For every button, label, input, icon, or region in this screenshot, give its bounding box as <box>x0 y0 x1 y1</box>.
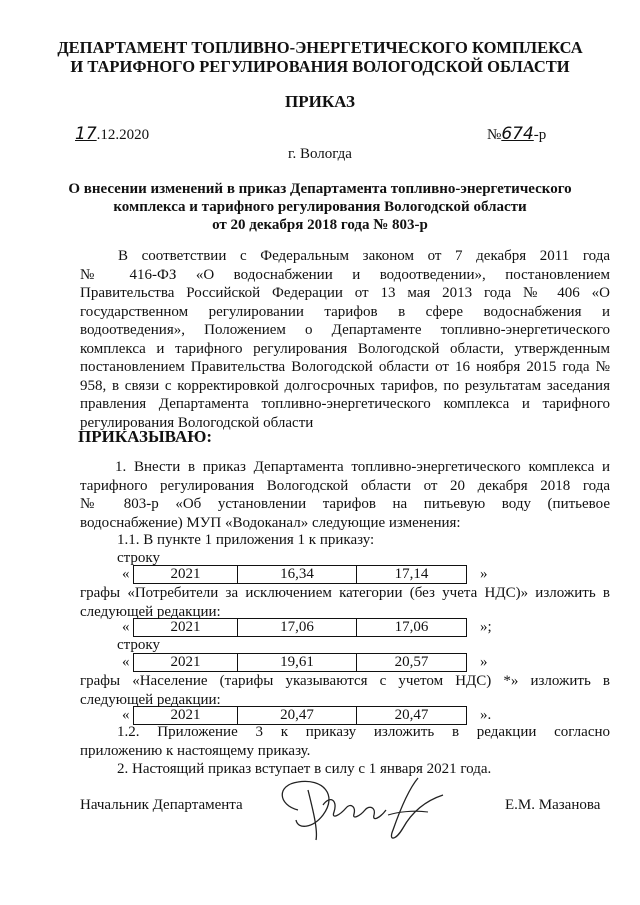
table-cell-value: 16,34 <box>238 566 357 584</box>
tariff-table-3 <box>133 653 467 672</box>
item-1 <box>80 458 610 532</box>
table-cell-year: 2021 <box>134 654 238 672</box>
item-1-line: тарифного регулирования Вологодской области от 20 декабря 2018 года <box>80 477 610 494</box>
quote-open-1: « <box>122 566 130 582</box>
subitem-1-1: 1.1. В пункте 1 приложения 1 к приказу: <box>117 532 375 548</box>
preamble-line: государственном регулировании тарифов в сфере водоснабжения и <box>80 303 610 320</box>
department-name-line-1: ДЕПАРТАМЕНТ ТОПЛИВНО-ЭНЕРГЕТИЧЕСКОГО КОМПЛЕКСА <box>57 38 583 57</box>
preamble-line: регулирования Вологодской области <box>80 414 314 431</box>
table-cell-value: 17,06 <box>357 619 467 637</box>
item-1-line: 1. Внести в приказ Департамента топливно-энергетического комплекса и <box>115 459 610 475</box>
quote-close-3: » <box>480 654 488 670</box>
graf-1 <box>80 584 610 621</box>
table-cell-value: 20,57 <box>357 654 467 672</box>
preamble-line: В соответствии с Федеральным законом от 7 декабря 2011 года <box>118 248 610 264</box>
preamble-line: № 416-ФЗ «О водоснабжении и водоотведении», постановлением <box>80 266 610 283</box>
quote-close-semicolon: »; <box>480 619 492 635</box>
order-word: ПРИКАЗЫВАЮ: <box>78 427 213 446</box>
graf-2-line: графы «Население (тарифы указываются с учетом НДС) *» изложить в <box>80 673 610 689</box>
preamble-line: комплекса и тарифного регулирования Вологодской области, утвержденным <box>80 340 610 357</box>
date-rest: .12.2020 <box>96 127 150 143</box>
table-row <box>134 707 467 725</box>
table-row <box>134 654 467 672</box>
table-cell-value: 19,61 <box>238 654 357 672</box>
item-1-line: водоснабжение) МУП «Водоканал» следующие изменения: <box>80 514 461 531</box>
handwritten-signature <box>268 770 458 850</box>
graf-1-line: графы «Потребители за исключением категории (без учета НДС)» изложить в <box>80 585 610 601</box>
subject-line-3: от 20 декабря 2018 года № 803-р <box>212 217 428 233</box>
number-handwritten: 674 <box>501 124 534 144</box>
number-prefix: № <box>487 127 502 143</box>
quote-open-4: « <box>122 707 130 723</box>
document-date <box>75 125 149 145</box>
item-1-line: № 803-р «Об установлении тарифов на питьевую воду (питьевое <box>80 496 610 512</box>
signatory-position: Начальник Департамента <box>80 797 243 813</box>
document-type: ПРИКАЗ <box>285 92 355 111</box>
graf-2-line: следующей редакции: <box>80 691 221 708</box>
graf-2 <box>80 672 610 709</box>
subject <box>0 180 640 234</box>
city: г. Вологда <box>288 146 352 162</box>
subitem-1-2 <box>80 723 610 760</box>
tariff-table-2 <box>133 618 467 637</box>
quote-open-2: « <box>122 619 130 635</box>
subject-line-1: О внесении изменений в приказ Департамента топливно-энергетического <box>68 181 572 197</box>
table-cell-year: 2021 <box>134 566 238 584</box>
table-cell-value: 20,47 <box>357 707 467 725</box>
preamble-line: водоотведения», Положением о Департаменте топливно-энергетического <box>80 322 610 338</box>
table-row <box>134 619 467 637</box>
preamble-line: правления Департамента топливно-энергетического комплекса и тарифного <box>80 396 610 412</box>
preamble <box>80 247 610 432</box>
quote-open-3: « <box>122 654 130 670</box>
table-cell-year: 2021 <box>134 619 238 637</box>
table-cell-value: 17,14 <box>357 566 467 584</box>
signatory-name: Е.М. Мазанова <box>505 797 601 813</box>
preamble-line: постановлением Правительства Вологодской области от 16 ноября 2015 года № <box>80 359 610 375</box>
preamble-line: Правительства Российской Федерации от 13 мая 2013 года № 406 «О <box>80 285 610 301</box>
row-word-2: строку <box>117 637 160 653</box>
subitem-1-2-line: 1.2. Приложение 3 к приказу изложить в редакции согласно <box>117 724 610 740</box>
quote-close-dot: ». <box>480 707 492 723</box>
subitem-1-2-line: приложению к настоящему приказу. <box>80 742 311 759</box>
date-day-handwritten: 17 <box>75 124 97 144</box>
graf-1-line: следующей редакции: <box>80 603 221 620</box>
table-cell-value: 20,47 <box>238 707 357 725</box>
quote-close-1: » <box>480 566 488 582</box>
table-row <box>134 566 467 584</box>
item-2: 2. Настоящий приказ вступает в силу с 1 января 2021 года. <box>117 761 492 777</box>
tariff-table-1 <box>133 565 467 584</box>
preamble-line: 958, в связи с корректировкой долгосрочных тарифов, по результатам заседания <box>80 377 610 394</box>
subject-line-2: комплекса и тарифного регулирования Вологодской области <box>113 199 527 215</box>
table-cell-year: 2021 <box>134 707 238 725</box>
row-word-1: строку <box>117 550 160 566</box>
number-suffix: -р <box>533 127 547 143</box>
document-number <box>487 125 546 145</box>
table-cell-value: 17,06 <box>238 619 357 637</box>
department-name-line-2: И ТАРИФНОГО РЕГУЛИРОВАНИЯ ВОЛОГОДСКОЙ ОБЛАСТИ <box>70 57 570 76</box>
